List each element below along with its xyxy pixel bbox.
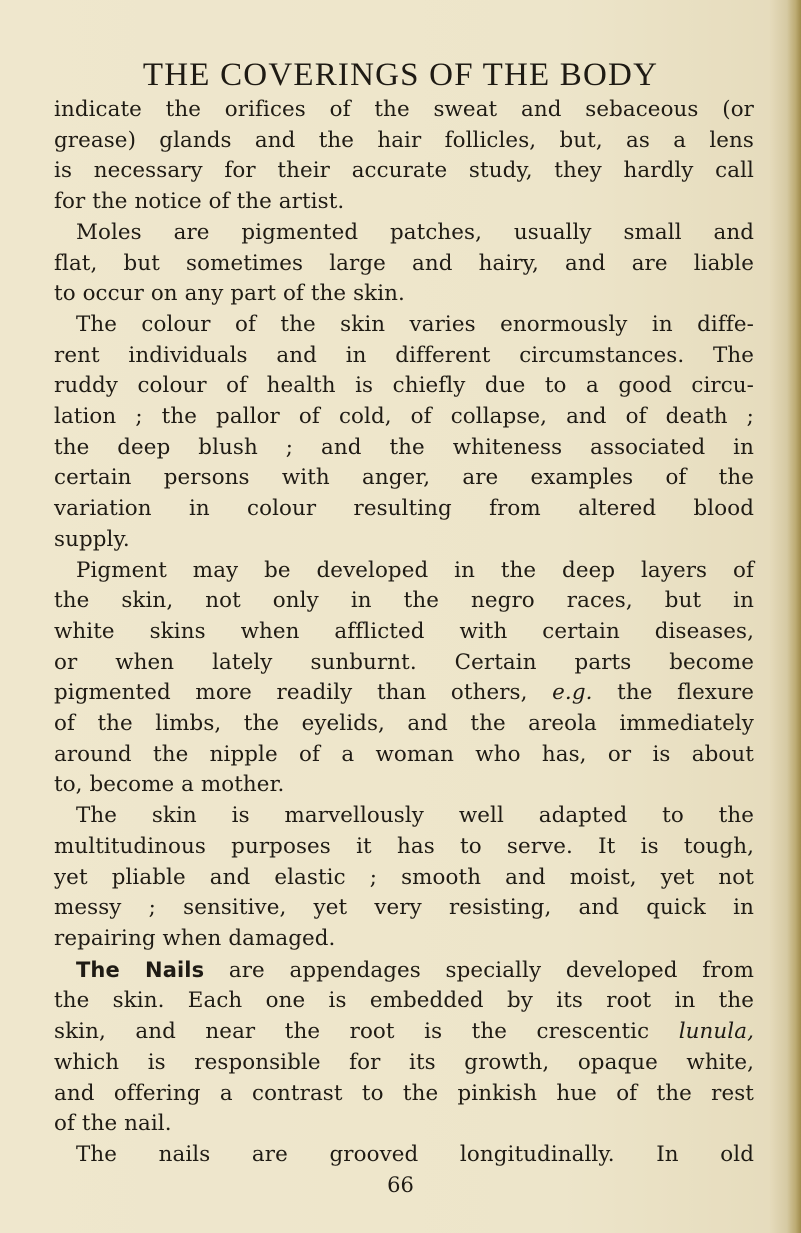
text-line: certain persons with anger, are examples of the	[54, 465, 754, 491]
text-line: of the nail.	[54, 1111, 172, 1137]
text-line: Pigment may be developed in the deep layers of	[76, 557, 754, 583]
text-line: yet pliable and elastic ; smooth and moist, yet not	[54, 864, 754, 890]
paragraph-5	[54, 801, 754, 955]
text-line: and offering a contrast to the pinkish hue of the rest	[54, 1080, 754, 1106]
text-line: the skin. Each one is embedded by its root in the	[54, 988, 754, 1014]
text-line: repairing when damaged.	[54, 925, 336, 951]
italic-term: lunula,	[678, 1019, 754, 1045]
text-line: to, become a mother.	[54, 772, 285, 798]
paragraph-2	[54, 218, 754, 310]
italic-abbreviation: e.g.	[552, 680, 593, 706]
text-line: The skin is marvellously well adapted to the	[76, 803, 754, 829]
section-lead-heading: The Nails	[76, 957, 205, 982]
text-fragment: are appendages specially developed from	[228, 957, 754, 983]
text-line: Moles are pigmented patches, usually small and	[76, 219, 754, 245]
text-line: which is responsible for its growth, opaque white,	[54, 1049, 754, 1075]
page-edge-shadow	[787, 0, 801, 1233]
text-line: variation in colour resulting from altered blood	[54, 496, 754, 522]
text-line: lation ; the pallor of cold, of collapse, and of death ;	[54, 404, 754, 430]
text-line	[54, 955, 754, 987]
text-line: The nails are grooved longitudinally. In old	[76, 1141, 754, 1167]
text-line: grease) glands and the hair follicles, but, as a lens	[54, 127, 754, 153]
text-line: flat, but sometimes large and hairy, and are liable	[54, 250, 754, 276]
paragraph-1	[54, 95, 754, 218]
paragraph-6	[54, 955, 754, 1140]
page-number: 66	[387, 1173, 414, 1197]
text-line: or when lately sunburnt. Certain parts become	[54, 649, 754, 675]
text-line: The colour of the skin varies enormously in diffe-	[76, 311, 754, 337]
text-fragment: skin, and near the root is the crescentic	[54, 1019, 650, 1045]
text-line: indicate the orifices of the sweat and sebaceous (or	[54, 97, 754, 122]
body-text	[54, 95, 754, 1171]
text-line: around the nipple of a woman who has, or is about	[54, 741, 754, 767]
text-line: the skin, not only in the negro races, but in	[54, 588, 754, 614]
text-line: messy ; sensitive, yet very resisting, and quick in	[54, 895, 754, 921]
paragraph-4	[54, 556, 754, 802]
paragraph-3	[54, 310, 754, 556]
running-head: THE COVERINGS OF THE BODY	[142, 57, 659, 93]
text-line	[54, 1017, 754, 1048]
text-line: is necessary for their accurate study, they hardly call	[54, 158, 754, 184]
text-line	[54, 678, 754, 709]
text-line: rent individuals and in different circumstances. The	[54, 342, 754, 368]
paragraph-7	[54, 1140, 754, 1171]
text-line: of the limbs, the eyelids, and the areola immediately	[54, 711, 754, 737]
text-fragment: pigmented more readily than others,	[54, 680, 528, 706]
text-fragment: the flexure	[617, 680, 754, 706]
text-line: white skins when afflicted with certain diseases,	[54, 618, 754, 644]
text-line: for the notice of the artist.	[54, 189, 345, 215]
text-line: supply.	[54, 526, 130, 552]
text-line: to occur on any part of the skin.	[54, 281, 405, 307]
text-line: the deep blush ; and the whiteness associated in	[54, 434, 754, 460]
text-line: ruddy colour of health is chiefly due to a good circu-	[54, 373, 754, 399]
text-line: multitudinous purposes it has to serve. It is tough,	[54, 833, 754, 859]
